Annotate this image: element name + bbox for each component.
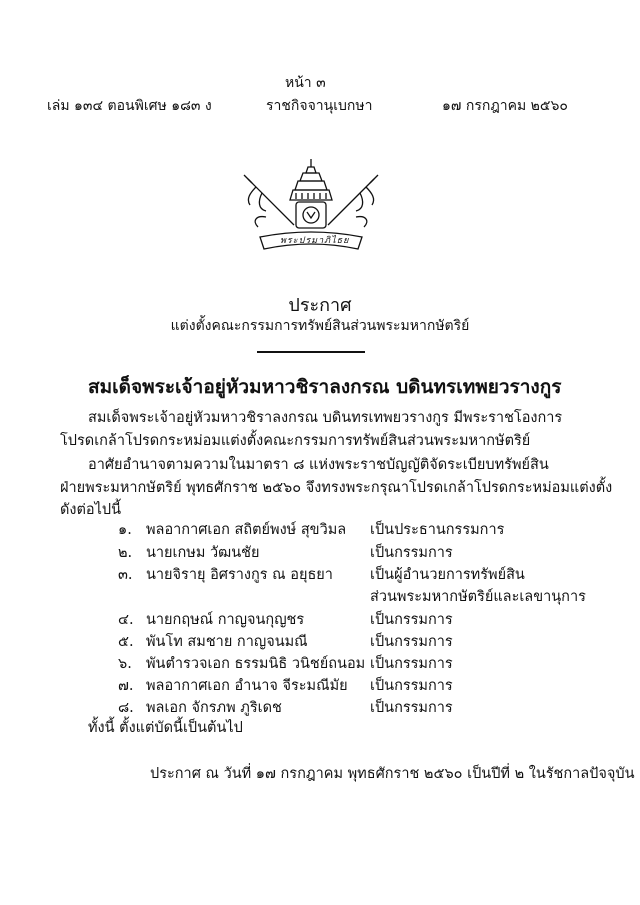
member-name: พันโท สมชาย กาญจนมณี xyxy=(146,634,308,650)
paragraph-2-line-2: ฝ่ายพระมหากษัตริย์ พุทธศักราช ๒๕๖๐ จึงทรงพระกรุณาโปรดเกล้าโปรดกระหม่อมแต่งตั้ง xyxy=(60,480,613,496)
list-item xyxy=(118,608,598,630)
doc-subtitle: แต่งตั้งคณะกรรมการทรัพย์สินส่วนพระมหากษัตริย์ xyxy=(170,318,470,334)
proclamation-date: ประกาศ ณ วันที่ ๑๗ กรกฎาคม พุทธศักราช ๒๕๖๐ เป็นปีที่ ๒ ในรัชกาลปัจจุบัน xyxy=(150,766,635,782)
list-item xyxy=(118,674,598,696)
member-position-continued: ส่วนพระมหากษัตริย์และเลขานุการ xyxy=(370,589,586,605)
member-name: นายกฤษณ์ กาญจนกุญชร xyxy=(146,612,305,628)
member-name: นายเกษม วัฒนชัย xyxy=(146,545,260,561)
member-number: ๒. xyxy=(118,545,133,561)
member-number: ๘. xyxy=(118,700,134,716)
member-number: ๓. xyxy=(118,567,133,583)
member-number: ๖. xyxy=(118,656,132,672)
effective-clause: ทั้งนี้ ตั้งแต่บัดนี้เป็นต้นไป xyxy=(88,720,243,736)
king-name-heading: สมเด็จพระเจ้าอยู่หัวมหาวชิราลงกรณ บดินทรเทพยวรางกูร xyxy=(88,376,562,398)
member-position: เป็นประธานกรรมการ xyxy=(370,522,505,538)
member-number: ๕. xyxy=(118,634,134,650)
member-position: เป็นกรรมการ xyxy=(370,545,453,561)
member-position: เป็นกรรมการ xyxy=(370,678,453,694)
member-name: นายจิรายุ อิศรางกูร ณ อยุธยา xyxy=(146,567,333,583)
title-divider xyxy=(257,351,365,353)
volume-info: เล่ม ๑๓๔ ตอนพิเศษ ๑๘๓ ง xyxy=(47,98,212,114)
list-item xyxy=(118,518,598,540)
member-position: เป็นผู้อำนวยการทรัพย์สิน xyxy=(370,567,525,583)
member-number: ๑. xyxy=(118,522,132,538)
paragraph-1-line-1: สมเด็จพระเจ้าอยู่หัวมหาวชิราลงกรณ บดินทรเทพยวรางกูร มีพระราชโองการ xyxy=(88,410,563,426)
paragraph-2-line-1: อาศัยอำนาจตามความในมาตรา ๘ แห่งพระราชบัญญัติจัดระเบียบทรัพย์สิน xyxy=(88,457,549,473)
list-item xyxy=(118,630,598,652)
member-position: เป็นกรรมการ xyxy=(370,612,453,628)
member-number: ๔. xyxy=(118,612,134,628)
paragraph-1-line-2: โปรดเกล้าโปรดกระหม่อมแต่งตั้งคณะกรรมการทรัพย์สินส่วนพระมหากษัตริย์ xyxy=(60,433,531,449)
member-position: เป็นกรรมการ xyxy=(370,700,453,716)
list-item xyxy=(118,541,598,563)
doc-title: ประกาศ xyxy=(288,295,352,316)
list-item xyxy=(118,696,598,718)
member-name: พลเอก จักรภพ ภูริเดช xyxy=(146,700,282,716)
list-item xyxy=(118,563,598,585)
list-item-continuation xyxy=(118,585,598,607)
member-number: ๗. xyxy=(118,678,134,694)
list-item xyxy=(118,652,598,674)
gazette-name: ราชกิจจานุเบกษา xyxy=(266,98,373,114)
member-position: เป็นกรรมการ xyxy=(370,634,453,650)
issue-date: ๑๗ กรกฎาคม ๒๕๖๐ xyxy=(442,98,568,114)
page-number: หน้า ๓ xyxy=(285,75,326,91)
member-name: พลอากาศเอก สถิตย์พงษ์ สุขวิมล xyxy=(146,522,347,538)
member-name: พลอากาศเอก อำนาจ จีระมณีมัย xyxy=(146,678,348,694)
member-position: เป็นกรรมการ xyxy=(370,656,453,672)
royal-emblem-icon xyxy=(236,155,386,259)
member-name: พันตำรวจเอก ธรรมนิธิ วนิชย์ถนอม xyxy=(146,656,366,672)
paragraph-2-line-3: ดังต่อไปนี้ xyxy=(60,502,122,518)
emblem-banner-text: พระปรมาภิไธย xyxy=(280,236,350,246)
